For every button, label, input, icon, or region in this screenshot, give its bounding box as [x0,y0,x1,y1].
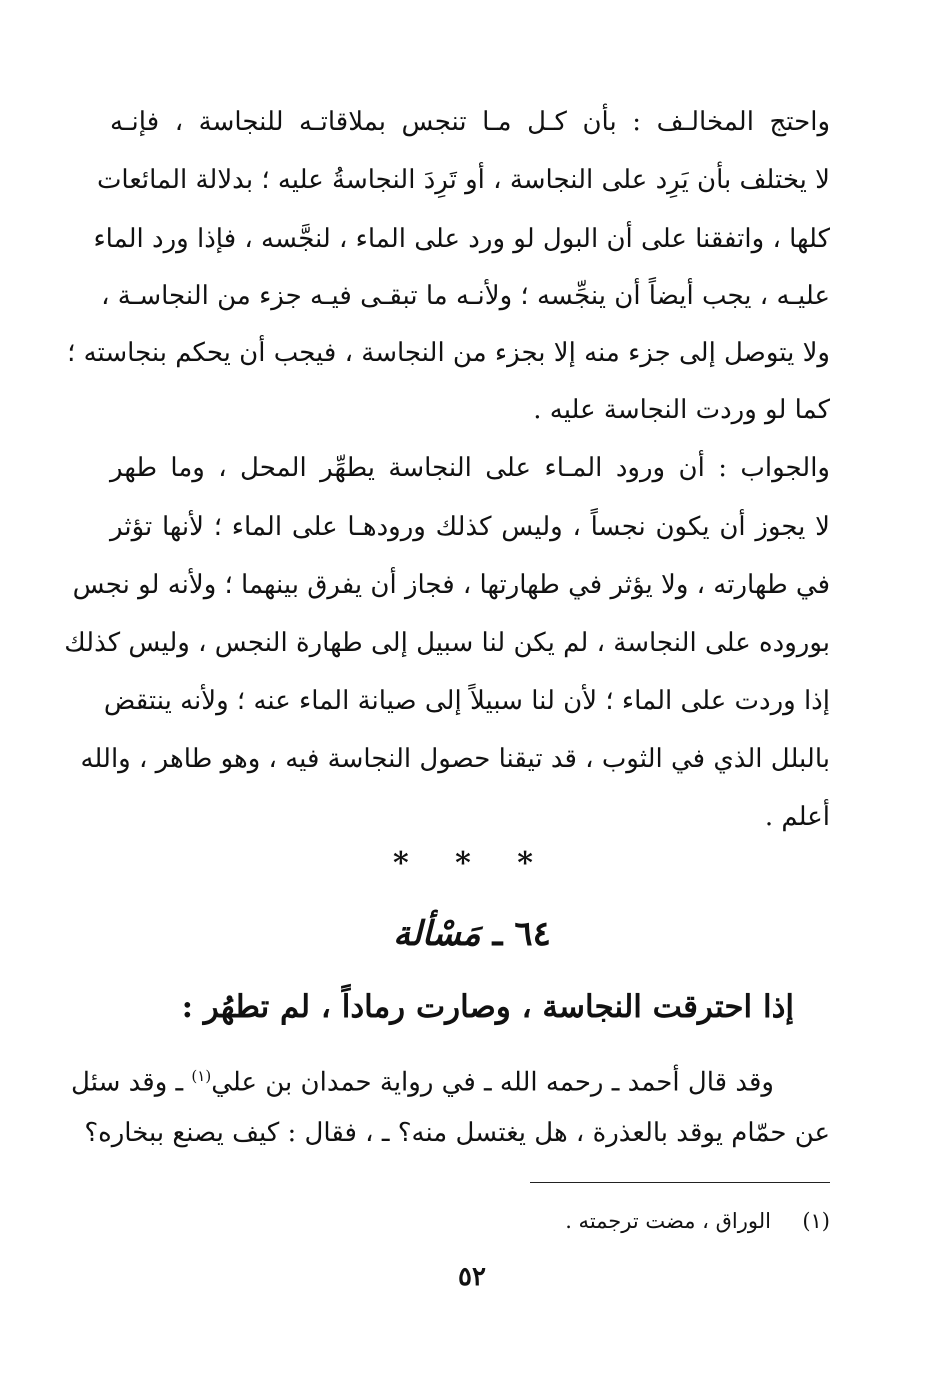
text-line: كما لو وردت النجاسة عليه . [533,395,830,425]
page-number: ٥٢ [458,1262,486,1292]
section-heading: إذا احترقت النجاسة ، وصارت رماداً ، لم تطهُر : [181,989,794,1025]
footnote-reference: (١) [191,1067,212,1085]
section-separator: * * * [393,846,551,881]
text-line: في طهارته ، ولا يؤثر في طهارتها ، فجاز أن يفرق بينهما ؛ ولأنه لو نجس [72,570,830,600]
masala-number: ٦٤ [514,914,551,954]
text-fragment: وقد قال أحمد ـ رحمه الله ـ في رواية حمدان بن علي [211,1067,774,1098]
text-line: لا يجوز أن يكون نجساً ، وليس كذلك ورودهـا على الماء ؛ لأنها تؤثر [110,512,830,542]
text-line: بوروده على النجاسة ، لم يكن لنا سبيل إلى طهارة النجس ، وليس كذلك [64,628,830,658]
text-line: عليـه ، يجب أيضاً أن ينجِّسه ؛ ولأنـه ما تبقـى فيـه جزء من النجاسـة ، [101,281,830,311]
text-fragment: ـ وقد سئل [71,1067,192,1098]
text-line [71,1056,774,1098]
footnote-text: الوراق ، مضت ترجمته . [565,1209,771,1233]
text-line: أعلم . [764,802,830,832]
masala-title [0,912,944,956]
footnote [110,1206,830,1236]
text-line: ولا يتوصل إلى جزء منه إلا بجزء من النجاسة ، فيجب أن يحكم بنجاسته ؛ [67,338,830,368]
text-line: لا يختلف بأن يَرِد على النجاسة ، أو تَرِدَ النجاسةُ عليه ؛ بدلالة المائعات [96,165,830,195]
text-line: والجواب : أن ورود المـاء على النجاسة يطهِّر المحل ، وما طهر [110,453,830,483]
text-line: واحتج المخالـف : بأن كـل مـا تنجس بملاقاتـه للنجاسة ، فإنـه [110,107,830,137]
text-line: عن حمّام يوقد بالعذرة ، هل يغتسل منه؟ ـ ، فقال : كيف يصنع ببخاره؟ [84,1118,830,1148]
text-line: كلها ، واتفقنا على أن البول لو ورد على الماء ، لنجَّسه ، فإذا ورد الماء [93,224,830,254]
masala-dash: ـ [492,914,503,954]
masala-word: مَسْألة [393,914,481,954]
footnote-divider [530,1182,830,1183]
footnote-marker: (١) [802,1209,830,1233]
text-line: بالبلل الذي في الثوب ، قد تيقنا حصول النجاسة فيه ، وهو طاهر ، والله [80,744,830,774]
text-line: إذا وردت على الماء ؛ لأن لنا سبيلاً إلى صيانة الماء عنه ؛ ولأنه ينتقض [103,686,830,716]
